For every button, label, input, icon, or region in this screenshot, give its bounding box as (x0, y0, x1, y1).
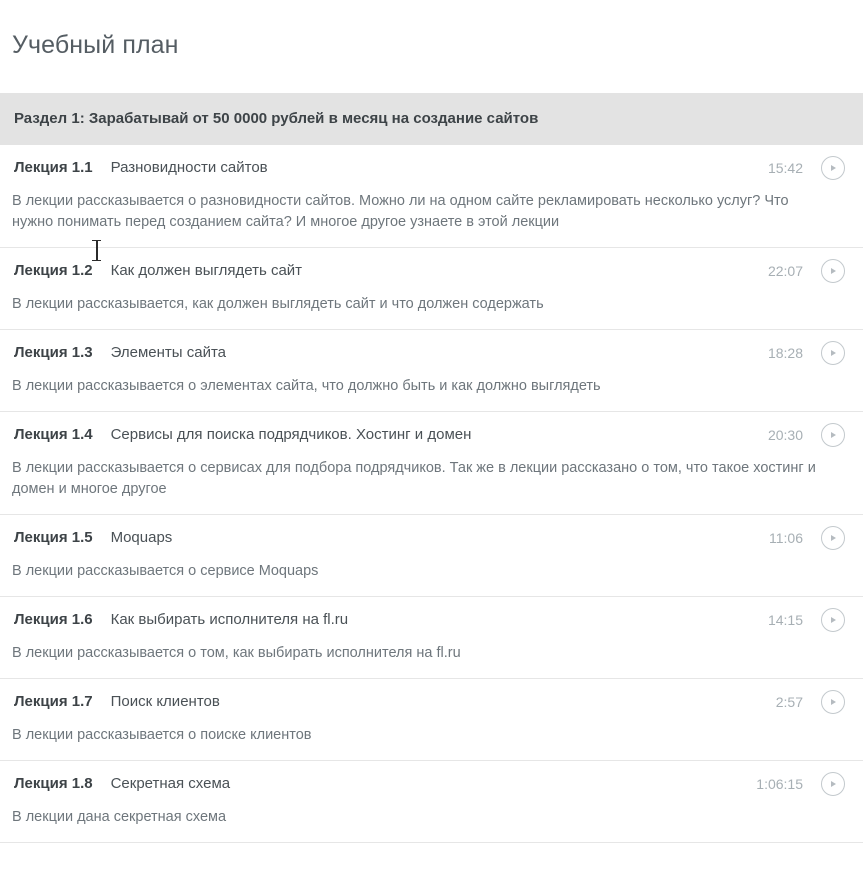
lecture-duration: 15:42 (767, 159, 803, 176)
lecture-title: Секретная схема (110, 775, 231, 793)
lecture-number: Лекция 1.2 (14, 262, 93, 280)
lecture-duration: 20:30 (767, 426, 803, 443)
lecture-number: Лекция 1.5 (14, 529, 93, 547)
lecture-title: Разновидности сайтов (110, 159, 268, 176)
lecture-duration: 22:07 (767, 262, 803, 279)
list-item[interactable] (0, 145, 863, 248)
lecture-number: Лекция 1.3 (14, 344, 93, 362)
lecture-number: Лекция 1.6 (14, 611, 93, 629)
lecture-title: Moquaps (110, 529, 173, 547)
lecture-description: В лекции рассказывается о сервисе Moquaps (12, 562, 319, 579)
lecture-duration: 11:06 (769, 529, 803, 546)
section-header: Раздел 1: Зарабатывай от 50 0000 рублей в месяц на создание сайтов (0, 93, 863, 145)
list-item[interactable] (0, 412, 863, 515)
lecture-number: Лекция 1.4 (14, 426, 93, 444)
lecture-header[interactable] (0, 412, 863, 458)
play-icon[interactable] (821, 341, 845, 365)
lecture-duration: 1:06:15 (756, 775, 803, 792)
list-item[interactable] (0, 679, 863, 761)
play-icon[interactable] (821, 156, 845, 180)
lecture-duration: 14:15 (767, 611, 803, 628)
lecture-description: В лекции рассказывается о элементах сайта, что должно быть и как должно выглядеть (12, 377, 601, 394)
list-item[interactable] (0, 597, 863, 679)
lecture-description: В лекции дана секретная схема (12, 808, 227, 825)
lecture-number: Лекция 1.1 (14, 159, 93, 176)
lecture-header[interactable] (0, 597, 863, 643)
curriculum-page (0, 17, 863, 881)
lecture-header[interactable] (0, 761, 863, 807)
lecture-duration: 18:28 (767, 344, 803, 361)
lecture-description: В лекции рассказывается о разновидности сайтов. Можно ли на одном сайте рекламировать несколько услуг? Что нужно понимать перед созданием сайта? И многое другое узнаете в этой лекции (12, 192, 789, 230)
lecture-header[interactable] (0, 515, 863, 561)
lecture-title: Поиск клиентов (110, 693, 220, 711)
lecture-title: Элементы сайта (110, 344, 226, 362)
play-icon[interactable] (821, 423, 845, 447)
play-icon[interactable] (821, 608, 845, 632)
page-title: Учебный план (12, 30, 179, 59)
lecture-description: В лекции рассказывается о том, как выбирать исполнителя на fl.ru (12, 644, 461, 661)
lecture-title: Как должен выглядеть сайт (110, 262, 303, 280)
lecture-title: Как выбирать исполнителя на fl.ru (110, 611, 349, 629)
play-icon[interactable] (821, 772, 845, 796)
list-item[interactable] (0, 248, 863, 330)
play-icon[interactable] (821, 690, 845, 714)
lecture-number: Лекция 1.7 (14, 693, 93, 711)
list-item[interactable] (0, 515, 863, 597)
lecture-number: Лекция 1.8 (14, 775, 93, 793)
lecture-header[interactable] (0, 248, 863, 294)
lecture-description: В лекции рассказывается о сервисах для подбора подрядчиков. Так же в лекции рассказано о том, что такое хостинг и домен и многое другое (12, 459, 816, 497)
lecture-header[interactable] (0, 330, 863, 376)
lecture-header[interactable] (0, 145, 863, 191)
list-item[interactable] (0, 330, 863, 412)
lecture-title: Сервисы для поиска подрядчиков. Хостинг и домен (110, 426, 472, 444)
lecture-duration: 2:57 (775, 693, 803, 710)
lecture-list (0, 145, 863, 843)
lecture-header[interactable] (0, 679, 863, 725)
play-icon[interactable] (821, 259, 845, 283)
lecture-description: В лекции рассказывается о поиске клиентов (12, 726, 312, 743)
lecture-description: В лекции рассказывается, как должен выглядеть сайт и что должен содержать (12, 295, 544, 312)
play-icon[interactable] (821, 526, 845, 550)
list-item[interactable] (0, 761, 863, 843)
